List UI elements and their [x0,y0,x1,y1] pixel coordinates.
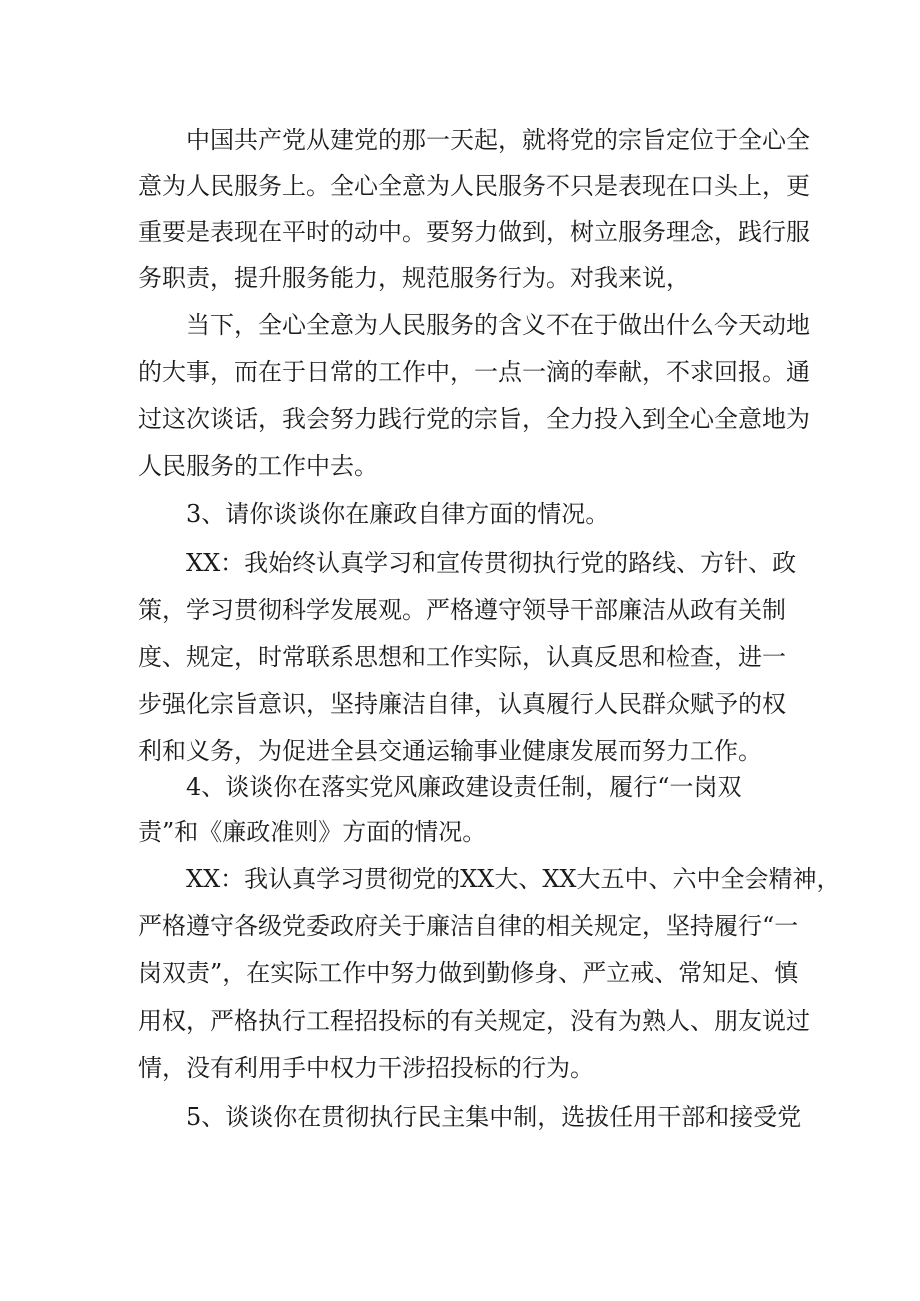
answer-3-line-5: 利和义务，为促进全县交通运输事业健康发展而努力工作。 [138,737,762,765]
answer-4-line-3: 岗双责”，在实际工作中努力做到勤修身、严立戒、常知足、慎 [138,959,799,987]
paragraph-1-line-3: 重要是表现在平时的动中。要努力做到，树立服务理念，践行服 [138,218,810,246]
question-4-line-1: 4、谈谈你在落实党风廉政建设责任制，履行“一岗双 [186,773,742,801]
paragraph-1-line-2: 意为人民服务上。全心全意为人民服务不只是表现在口头上，更 [138,172,810,200]
question-5-line-1: 5、谈谈你在贯彻执行民主集中制，选拔任用干部和接受党 [186,1103,802,1131]
answer-4-line-4: 用权，严格执行工程招投标的有关规定，没有为熟人、朋友说过 [138,1007,810,1035]
answer-3-line-3: 度、规定，时常联系思想和工作实际，认真反思和检查，进一 [138,643,786,671]
paragraph-2-line-1: 当下，全心全意为人民服务的含义不在于做出什么今天动地 [186,311,810,339]
answer-4-line-1: XX：我认真学习贯彻党的XX大、XX大五中、六中全会精神， [186,865,841,893]
answer-3-line-1: XX：我始终认真学习和宣传贯彻执行党的路线、方针、政 [186,549,797,577]
answer-3-line-4: 步强化宗旨意识，坚持廉洁自律，认真履行人民群众赋予的权 [138,690,786,718]
paragraph-2-line-3: 过这次谈话，我会努力践行党的宗旨，全力投入到全心全意地为 [138,405,810,433]
paragraph-1-line-4: 务职责，提升服务能力，规范服务行为。对我来说， [138,264,690,292]
answer-3-line-2: 策，学习贯彻科学发展观。严格遵守领导干部廉洁从政有关制 [138,596,786,624]
question-4-line-2: 责”和《廉政准则》方面的情况。 [138,818,487,846]
answer-4-line-2: 严格遵守各级党委政府关于廉洁自律的相关规定，坚持履行“一 [138,912,799,940]
paragraph-2-line-2: 的大事，而在于日常的工作中，一点一滴的奉献，不求回报。通 [138,358,810,386]
paragraph-2-line-4: 人民服务的工作中去。 [138,452,378,480]
answer-4-line-5: 情，没有利用手中权力干涉招投标的行为。 [138,1054,594,1082]
paragraph-1-line-1: 中国共产党从建党的那一天起，就将党的宗旨定位于全心全 [186,126,810,154]
question-3: 3、请你谈谈你在廉政自律方面的情况。 [186,500,610,528]
